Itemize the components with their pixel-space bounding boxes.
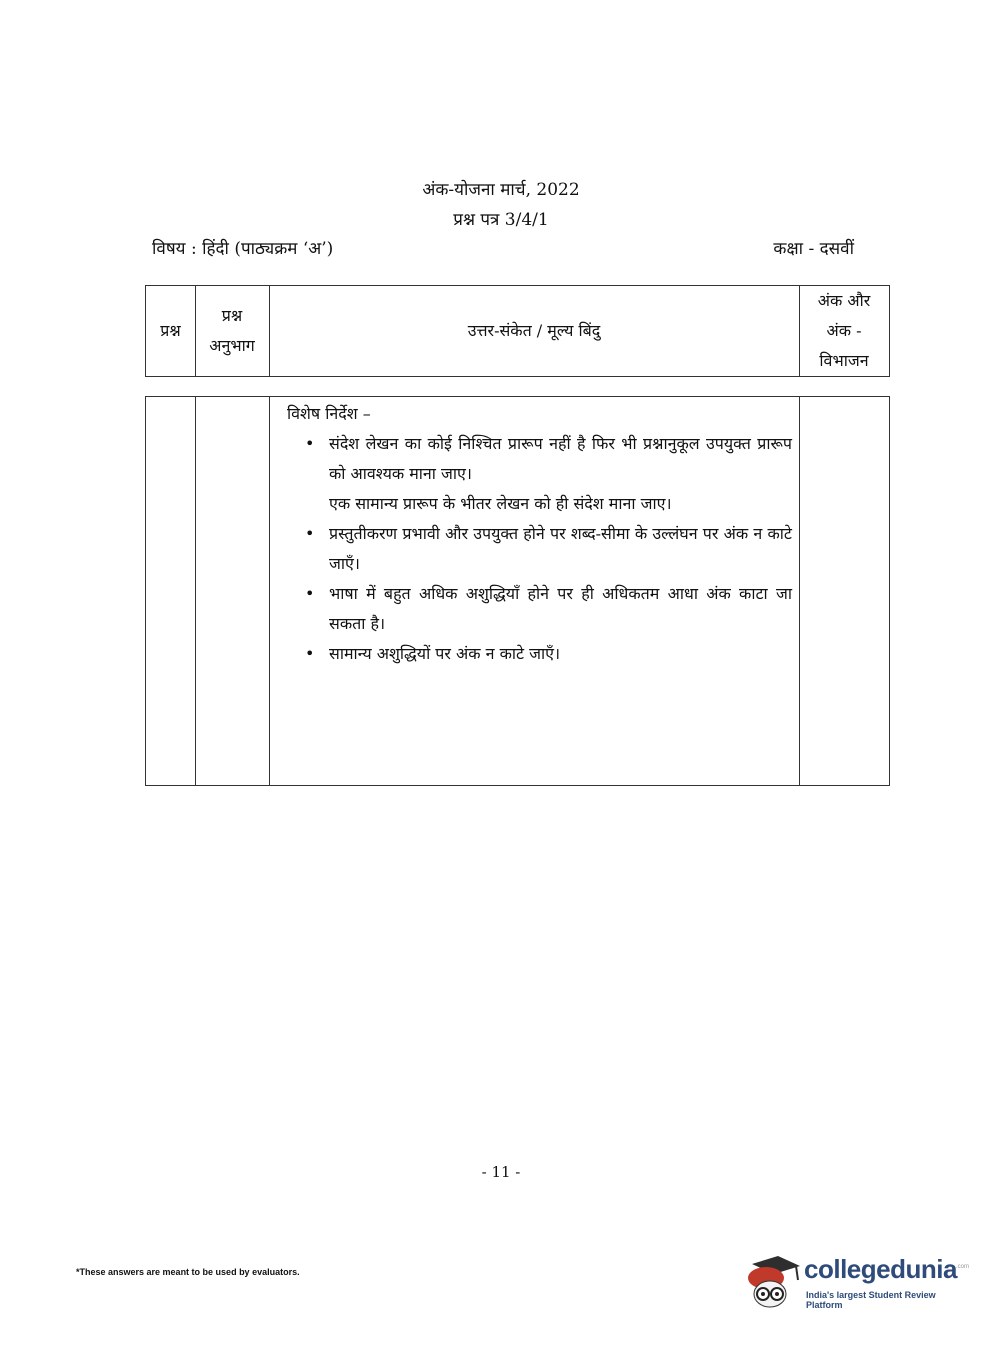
header-section-label-1: प्रश्न [221,306,243,325]
instruction-text: संदेश लेखन का कोई निश्चित प्रारूप नहीं है फिर भी प्रश्नानुकूल उपयुक्त प्रारूप को आवश्यक माना जाए। [329,434,792,483]
collegedunia-logo [744,1250,974,1312]
header-marks-label-1: अंक और [817,291,871,310]
header-section-label-2: अनुभाग [209,336,255,355]
logo-domain: .com [956,1264,970,1270]
bullet-icon: • [305,584,315,603]
header-marks-label-3: विभाजन [819,351,869,370]
page-number: - 11 - [481,1163,521,1181]
instructions-list [287,429,792,669]
class-label: कक्षा - दसवीं [773,239,854,259]
section-cell [195,397,270,785]
instruction-extra-text: एक सामान्य प्रारूप के भीतर लेखन को ही संदेश माना जाए। [329,494,672,513]
header-question-label: प्रश्न [160,321,181,340]
header-col-section [195,286,270,376]
instruction-item [305,579,792,639]
question-paper-code: प्रश्न पत्र 3/4/1 [453,210,549,230]
bullet-icon: • [305,524,315,543]
subject-label: विषय : हिंदी (पाठ्यक्रम ‘अ’) [152,239,334,259]
instructions-heading: विशेष निर्देश – [287,404,371,423]
header-answer-label: उत्तर-संकेत / मूल्य बिंदु [467,321,601,340]
logo-tagline: India's largest Student Review Platform [806,1290,936,1310]
mascot-icon [744,1250,804,1310]
header-col-answer [269,286,800,376]
instruction-item [305,519,792,579]
marking-scheme-title: अंक-योजना मार्च, 2022 [422,180,580,200]
evaluator-note: *These answers are meant to be used by evaluators. [76,1267,300,1277]
header-col-question [146,286,196,376]
answer-table [145,396,890,786]
special-instructions [287,399,792,669]
bullet-icon: • [305,434,315,453]
header-marks-label-2: अंक - [826,321,862,340]
instruction-item [305,639,792,669]
instruction-text: भाषा में बहुत अधिक अशुद्धियाँ होने पर ही अधिकतम आधा अंक काटा जा सकता है। [329,584,792,633]
instruction-text: प्रस्तुतीकरण प्रभावी और उपयुक्त होने पर शब्द-सीमा के उल्लंघन पर अंक न काटे जाएँ। [329,524,792,573]
instruction-text: सामान्य अशुद्धियों पर अंक न काटे जाएँ। [329,644,561,663]
logo-wordmark: collegedunia [804,1254,957,1284]
bullet-icon: • [305,644,315,663]
header-table [145,285,890,377]
question-cell [146,397,196,785]
instruction-item [305,429,792,519]
